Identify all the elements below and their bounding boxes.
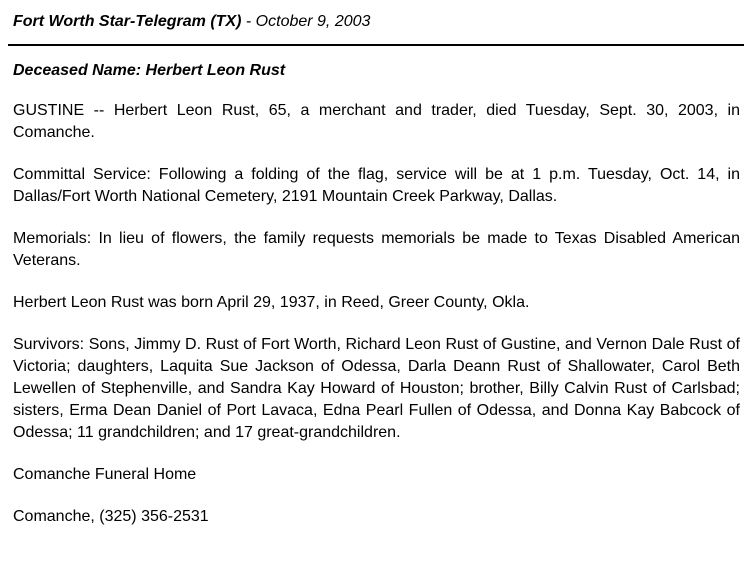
deceased-name-heading: Deceased Name: Herbert Leon Rust bbox=[13, 62, 286, 79]
survivors-paragraph: Survivors: Sons, Jimmy D. Rust of Fort Worth, Richard Leon Rust of Gustine, and Vernon Dale Rust of Victoria; daughters, Laquita Sue Jackson of Odessa, Darla Deann Rust of Shallowater, Carol Beth Lewellen of Stephenville, and Sandra Kay Howard of Houston; brother, Billy Calvin Rust of Carlsbad; sisters, Erma Dean Daniel of Port Lavaca, Edna Pearl Fullen of Odessa, and Donna Kay Babcock of Odessa; 11 grandchildren; and 17 great-grandchildren. bbox=[13, 336, 740, 441]
birth-paragraph: Herbert Leon Rust was born April 29, 1937, in Reed, Greer County, Okla. bbox=[13, 294, 530, 311]
publication-date: October 9, 2003 bbox=[255, 13, 371, 30]
memorials-paragraph: Memorials: In lieu of flowers, the family requests memorials be made to Texas Disabled American Veterans. bbox=[13, 230, 740, 269]
funeral-home-name: Comanche Funeral Home bbox=[13, 466, 197, 483]
publication-header bbox=[13, 11, 743, 33]
committal-service-paragraph: Committal Service: Following a folding of the flag, service will be at 1 p.m. Tuesday, Oct. 14, in Dallas/Fort Worth National Cemetery, 2191 Mountain Creek Parkway, Dallas. bbox=[13, 166, 740, 205]
funeral-home-contact: Comanche, (325) 356-2531 bbox=[13, 508, 209, 525]
publication-name: Fort Worth Star-Telegram (TX) bbox=[13, 13, 242, 30]
obituary-body bbox=[13, 100, 740, 528]
opening-paragraph: GUSTINE -- Herbert Leon Rust, 65, a merchant and trader, died Tuesday, Sept. 30, 2003, in Comanche. bbox=[13, 102, 740, 141]
header-divider bbox=[8, 44, 744, 46]
header-separator: - bbox=[241, 13, 256, 30]
